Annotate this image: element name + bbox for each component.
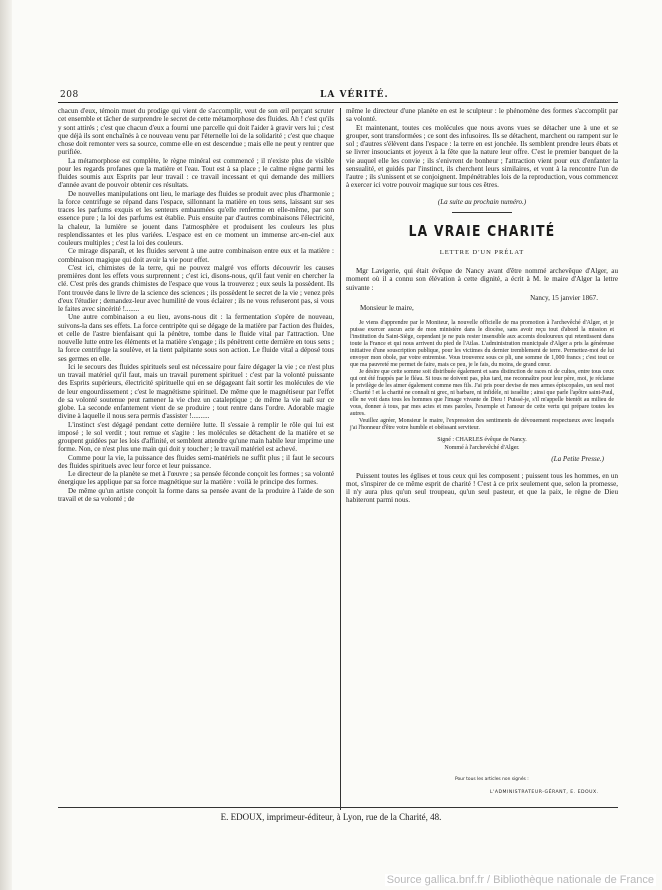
paragraph: Une autre combinaison a eu lieu, avons-nous dit : la fermentation s'opère de nouveau, suivons-la dans ses effets. La force centripète qui se dégage de la matière par l'action des fluides, et celle de l'astre bienfaisant qui la pénètre, tombe dans le fluide vital par l'attraction. Une nouvelle lutte entre les éléments et la matière s'engage ; ils pénètrent cette dernière en tous sens ; la force centrifuge la soulève, et la tient palpitante sous son action. Le fluide vital a déposé tous ses germes en elle. [58, 313, 334, 363]
printer-footer: E. EDOUX, imprimeur-éditeur, à Lyon, rue de la Charité, 48. [220, 812, 442, 822]
article-separator [452, 212, 512, 213]
page-number: 208 [60, 90, 79, 100]
paragraph: Comme pour la vie, la puissance des fluides semi-matériels ne suffit plus ; il faut le secours des fluides spirituels avec leur force et leur puissance. [58, 453, 334, 470]
paragraph: De nouvelles manipulations ont lieu, le mariage des fluides se produit avec plus d'harmonie ; la force centrifuge se répand dans l'espace, sillonnant la matière en tous sens, laissant sur ses traces les parfums exquis et les senteurs embaumées qu'elle renferme en elle-même, par son essence pure ; la loi des parfums est établie. Puis ensuite par d'autres combinaisons l'électricité, la chaleur, la lumière se jouent dans l'atmosphère et produisent les couleurs les plus resplendissantes et les plus variées. L'espace est en ce moment un immense arc-en-ciel aux couleurs multiples ; c'est la loi des couleurs. [58, 189, 334, 247]
paragraph: De même qu'un artiste conçoit la forme dans sa pensée avant de la produire à l'aide de son travail et de sa volonté ; de [58, 486, 334, 503]
letter-paragraph: Je viens d'apprendre par le Moniteur, la nouvelle officielle de ma promotion à l'archevêché d'Alger, et je puisse exercer aucun acte de mon ministère dans le diocèse, sans avoir reçu tout d'abord la mission et l'institution du Saint-Siège, cependant je ne puis rester insensible aux accents douloureux qui retentissent dans toute la France et qui nous arrivent du pied de l'Atlas. L'administration municipale d'Alger a pris la généreuse initiative d'une souscription publique, pour les victimes du dernier tremblement de terre. Permettez-moi de lui envoyer mon obole, par votre entremise. Vous trouverez sous ce pli, une somme de 1,000 francs ; c'est tout ce que ma pauvreté me permet de faire, mais ce peu, je le fais, du moins, de grand cœur. [350, 320, 614, 369]
article-subtitle: LETTRE D'UN PRÉLAT [439, 248, 525, 256]
footer-rule [58, 807, 618, 808]
signature-line: Nommé à l'archevêché d'Alger. [444, 445, 520, 452]
unsigned-articles-notice: Pour tous les articles non signés : [455, 777, 529, 782]
binding-edge [0, 0, 12, 890]
letter-paragraph: Veuillez agréer, Monsieur le maire, l'expression des sentiments de dévouement respectueux avec lesquels j'ai l'honneur d'être votre humble et obéissant serviteur. [350, 418, 614, 432]
paragraph: Le directeur de la planète se met à l'œuvre ; sa pensée féconde conçoit les formes ; sa volonté énergique les applique par sa force magnétique sur la matière : voilà le principe des formes. [58, 470, 334, 487]
journal-title: LA VÉRITÉ. [320, 90, 389, 100]
letter-date: Nancy, 15 janvier 1867. [530, 293, 598, 302]
closing-paragraph: Puissent toutes les églises et tous ceux qui les composent ; puissent tous les hommes, en un mot, s'inspirer de ce même esprit de charité ! C'est à ce prix seulement que, selon la promesse, il n'y aura plus qu'un seul troupeau, qu'un seul pasteur, et que la paix, le règne de Dieu habiteront parmi nous. [346, 471, 618, 505]
paragraph: Et maintenant, toutes ces molécules que nous avons vues se détacher une à une et se grouper, sont transformées ; ce sont des infusoires. Ils se détachent, marchent ou rampent sur le sol ; d'autres s'élèvent dans l'espace : la terre en est jonchée. Ils semblent prendre leurs ébats et se livrer insouciants et joyeux à la fête que la nature leur offre. C'est le premier banquet de la vie auquel elle les convie ; ils s'enivrent de bonheur ; l'attraction vient pour eux d'enfanter la sensualité, et guidés par l'instinct, ils cherchent leurs similaires, et vont à la rencontre l'un de l'autre ; ils s'unissent et se conjoignent. Impénétrables lois de la reproduction, vous commencez à exercer ici votre pouvoir magique sur tous ces êtres. [346, 123, 618, 190]
paragraph: Ici le secours des fluides spirituels seul est nécessaire pour faire dégager la vie ; ce n'est plus un travail matériel qu'il faut, mais un travail purement spirituel : c'est par la volonté puissante des Esprits supérieurs, électricité spirituelle qui en se dégageant fait sortir les molécules de vie de leur engourdissement ; c'est le magnétisme spirituel. De même que le magnétiseur par l'effet de sa volonté soutenue peut ramener la vie chez un cataleptique ; de même la vie naît sur ce globe. La seconde enfantement vient de se produire ; tout rentre dans l'ordre. Adorable magie divine à laquelle il nous sera permis d'assister !.......... [58, 362, 334, 421]
article-source: (La Petite Presse.) [551, 455, 604, 464]
left-column [58, 107, 334, 810]
paragraph: La métamorphose est complète, le règne minéral est commencé ; il n'existe plus de visible pour les regards profanes que la matière et l'eau. Tout est à sa place ; le calme règne parmi les fluides soumis aux Esprits par leur travail : ce travail incessant et qui demande des milliers d'année avant de pouvoir obtenir ces résultats. [58, 156, 334, 190]
paragraph: C'est ici, chimistes de la terre, qui ne pouvez malgré vos efforts découvrir les causes premières dont les effets vous surprennent ; c'est ici, disons-nous, qu'il faut venir en chercher la clé. C'est près des grands chimistes de l'espace que vous la trouverez ; eux seuls la possèdent. Ils l'ont trouvée dans le livre de la science des sciences ; ils possèdent le secret de la vie ; venez près d'eux l'étudier ; demandez-leur avec humilité de vous éclairer ; ils ne vous refuseront pas, si vous le faites avec sincérité !........ [58, 263, 334, 313]
letter-signature [346, 436, 618, 452]
closing-block [346, 472, 618, 505]
article-intro: Mgr Lavigerie, qui était évêque de Nancy avant d'être nommé archevêque d'Alger, au moment où il a connu son élévation à cette dignité, a écrit à M. le maire d'Alger la lettre suivante : [346, 267, 618, 292]
letter-salutation: Monsieur le maire, [360, 304, 414, 312]
continued-note: (La suite au prochain numéro.) [437, 197, 527, 206]
header-rule [58, 102, 618, 103]
letter-paragraph: Je désire que cette somme soit distribuée également et sans distinction de races ni de cultes, entre tous ceux qui ont été frappés par le fléau. Si tous ne doivent pas, plus tard, me reconnaître pour leur père, moi, je réclame le privilège de les aimer également comme mes fils. J'ai pris pour devise de mes armes épiscopales, un seul mot : Charité ! et la charité ne connaît ni grec, ni barbare, ni infidèle, ni israélite ; ainsi que parle l'apôtre saint-Paul, elle ne voit dans tous les hommes que l'image vivante de Dieu ! Puissé-je, s'il m'appelle bientôt au milieu de vous, donner à tous, par mes actes et mes paroles, l'exemple et l'amour de cette vertu qui prépare toutes les autres. [350, 369, 614, 418]
paragraph: L'instinct s'est dégagé pendant cette dernière lutte. Il s'essaie à remplir le rôle qui lui est imposé ; le sol verdit ; tout remue et s'agite : les molécules se détachent de la matière et se groupent guidées par les lois d'affinité, et semblent attendre qu'une main habile leur imprime une forme. Non, ce n'est plus une main qui doit y toucher ; le travail matériel est achevé. [58, 420, 334, 454]
column-divider [340, 108, 341, 810]
signature-line: Signé : CHARLES évêque de Nancy. [437, 437, 527, 444]
source-credit: Source gallica.bnf.fr / Bibliothèque nationale de France [386, 874, 654, 886]
paragraph: même le directeur d'une planète en est le sculpteur : le phénomène des formes s'accomplit par sa volonté. [346, 107, 618, 124]
letter-body [346, 320, 618, 432]
paragraph: chacun d'eux, témoin muet du prodige qui vient de s'accomplir, veut de son œil perçant scruter cet ensemble et tâcher de surprendre le secret de cette métamorphose des fluides. Ah ! c'est qu'ils y sont attirés ; c'est que chacun d'eux a fourni une parcelle qui doit l'aider à gravir vers lui ; c'est que déjà ils sont enchaînés à ce nouveau venu par l'éternelle loi de la solidarité ; c'est que chaque chose doit remonter vers sa source, comme elle en est descendue ; mais elle ne peut y rentrer que purifiée. [58, 107, 334, 157]
article-title: LA VRAIE CHARITÉ [408, 221, 556, 240]
right-column [346, 107, 618, 810]
paragraph: Ce mirage disparaît, et les fluides servent à une autre combinaison entre eux et la matière : combinaison magique qui doit avoir la vie pour effet. [58, 247, 334, 264]
gerant-line: L'ADMINISTRATEUR-GÉRANT, E. EDOUX. [490, 790, 599, 795]
